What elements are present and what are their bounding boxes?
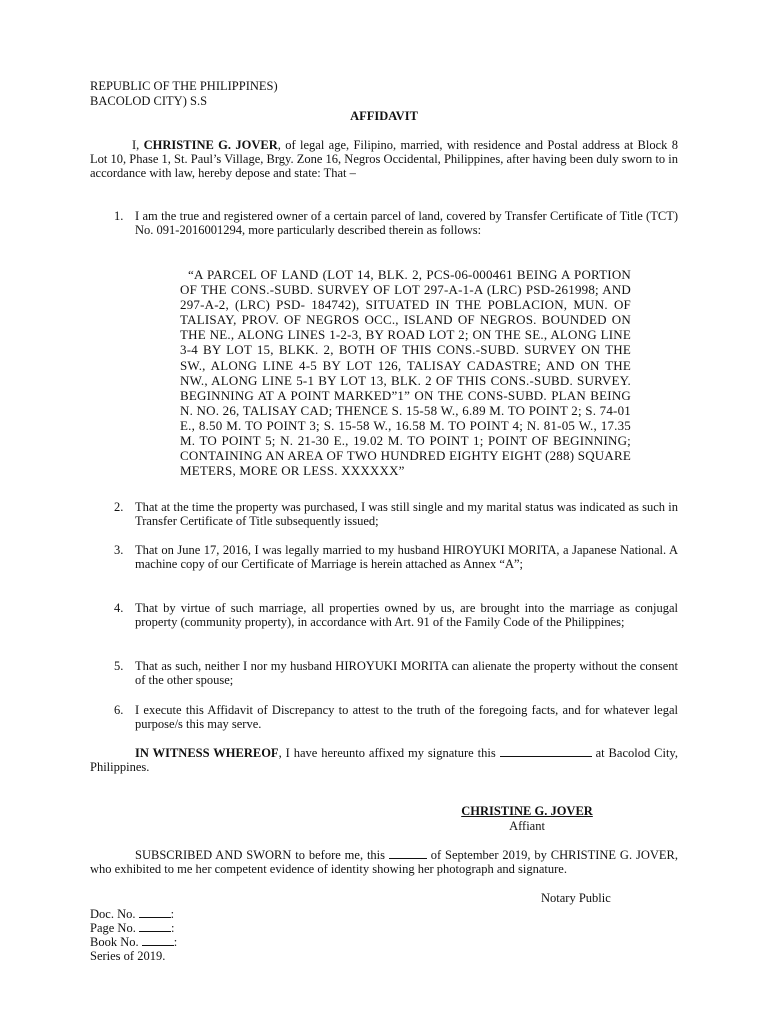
page-label: Page No. xyxy=(90,921,139,935)
book-colon: : xyxy=(173,935,178,949)
day-blank[interactable] xyxy=(389,848,427,859)
item-number: 5. xyxy=(114,659,124,673)
item-text: That by virtue of such marriage, all properties owned by us, are brought into the marriage as conjugal property (community property), in accordance with Art. 91 of the Family Code of the Philippines; xyxy=(135,601,678,629)
page-number xyxy=(90,921,174,935)
list-item xyxy=(114,209,678,237)
witness-text-2: at Bacolod City, Philippines. xyxy=(90,746,678,774)
book-number xyxy=(90,935,177,949)
list-item xyxy=(114,659,678,687)
item-number: 2. xyxy=(114,500,124,514)
doc-number xyxy=(90,907,174,921)
page-blank[interactable] xyxy=(139,921,171,932)
item-text: I execute this Affidavit of Discrepancy to attest to the truth of the foregoing facts, and for whatever legal purpose/s this may serve. xyxy=(135,703,678,731)
list-item xyxy=(114,543,678,571)
item-text: That on June 17, 2016, I was legally married to my husband HIROYUKI MORITA, a Japanese National. A machine copy of our Certificate of Marriage is herein attached as Annex “A”; xyxy=(135,543,678,571)
witness-paragraph xyxy=(90,746,678,774)
signatory-name: CHRISTINE G. JOVER xyxy=(461,804,593,818)
jurat-text-1: SUBSCRIBED AND SWORN to before me, this xyxy=(135,848,389,862)
series-year: Series of 2019. xyxy=(90,949,166,963)
item-text: I am the true and registered owner of a certain parcel of land, covered by Transfer Certificate of Title (TCT) No. 091-2016001294, more particularly described therein as follows: xyxy=(135,209,678,237)
witness-text-1: , I have hereunto affixed my signature this xyxy=(278,746,500,760)
witness-lead: IN WITNESS WHEREOF xyxy=(135,746,279,760)
book-blank[interactable] xyxy=(142,935,174,946)
notary-public-label: Notary Public xyxy=(541,891,611,905)
doc-blank[interactable] xyxy=(139,907,171,918)
list-item xyxy=(114,500,678,528)
header-city: BACOLOD CITY) S.S xyxy=(90,94,208,108)
list-item xyxy=(114,703,678,731)
item-text: That as such, neither I nor my husband HIROYUKI MORITA can alienate the property without the consent of the other spouse; xyxy=(135,659,678,687)
header-republic: REPUBLIC OF THE PHILIPPINES) xyxy=(90,79,278,93)
intro-text: , of legal age, Filipino, married, with residence and Postal address at Block 8 Lot 10, Phase 1, St. Paul’s Village, Brgy. Zone 16, Negros Occidental, Philippines, after having been duly sworn to in accordance with law, hereby depose and state: That – xyxy=(90,138,679,180)
list-item xyxy=(114,601,678,629)
doc-colon: : xyxy=(170,907,175,921)
signatory-role: Affiant xyxy=(509,819,545,833)
book-label: Book No. xyxy=(90,935,142,949)
page-colon: : xyxy=(170,921,175,935)
jurat-text-2: of September 2019, by CHRISTINE G. JOVER, who exhibited to me her competent evidence of identity showing her photograph and signature. xyxy=(90,848,678,876)
item-number: 3. xyxy=(114,543,124,557)
document-title: AFFIDAVIT xyxy=(350,109,418,123)
jurat-paragraph xyxy=(90,848,678,876)
date-blank[interactable] xyxy=(500,746,592,757)
intro-paragraph xyxy=(90,138,678,180)
item-number: 1. xyxy=(114,209,124,223)
item-text: That at the time the property was purchased, I was still single and my marital status was indicated as such in Transfer Certificate of Title subsequently issued; xyxy=(135,500,678,528)
doc-label: Doc. No. xyxy=(90,907,139,921)
property-description: “A PARCEL OF LAND (LOT 14, BLK. 2, PCS-06-000461 BEING A PORTION OF THE CONS.-SUBD. SURVEY OF LOT 297-A-1-A (LRC) PSD-261998; AND 297-A-2, (LRC) PSD- 184742), SITUATED IN THE POBLACION, MUN. OF TALISAY, PROV. OF NEGROS OCC., ISLAND OF NEGROS. BOUNDED ON THE NE., ALONG LINES 1-2-3, BY ROAD LOT 2; ON THE SE., ALONG LINE 3-4 BY LOT 15, BLKK. 2, BOTH OF THIS CONS.-SUBD. SURVEY ON THE SW., ALONG LINE 4-5 BY LOT 126, TALISAY CADASTRE; AND ON THE NW., ALONG LINE 5-1 BY LOT 13, BLK. 2 OF THIS CONS.-SUBD. SURVEY. BEGINNING AT A POINT MARKED”1” ON THE CONS-SUBD. PLAN BEING N. NO. 26, TALISAY CAD; THENCE S. 15-58 W., 6.89 M. TO POINT 2; S. 74-01 E., 8.50 M. TO POINT 3; S. 15-58 W., 16.58 M. TO POINT 4; N. 81-05 W., 17.35 M. TO POINT 5; N. 21-30 E., 19.02 M. TO POINT 1; POINT OF BEGINNING; CONTAINING AN AREA OF TWO HUNDRED EIGHTY EIGHT (288) SQUARE METERS, MORE OR LESS. XXXXXX” xyxy=(180,267,631,479)
intro-prefix: I, xyxy=(132,138,144,152)
item-number: 4. xyxy=(114,601,124,615)
affiant-name: CHRISTINE G. JOVER xyxy=(143,138,278,152)
item-number: 6. xyxy=(114,703,124,717)
